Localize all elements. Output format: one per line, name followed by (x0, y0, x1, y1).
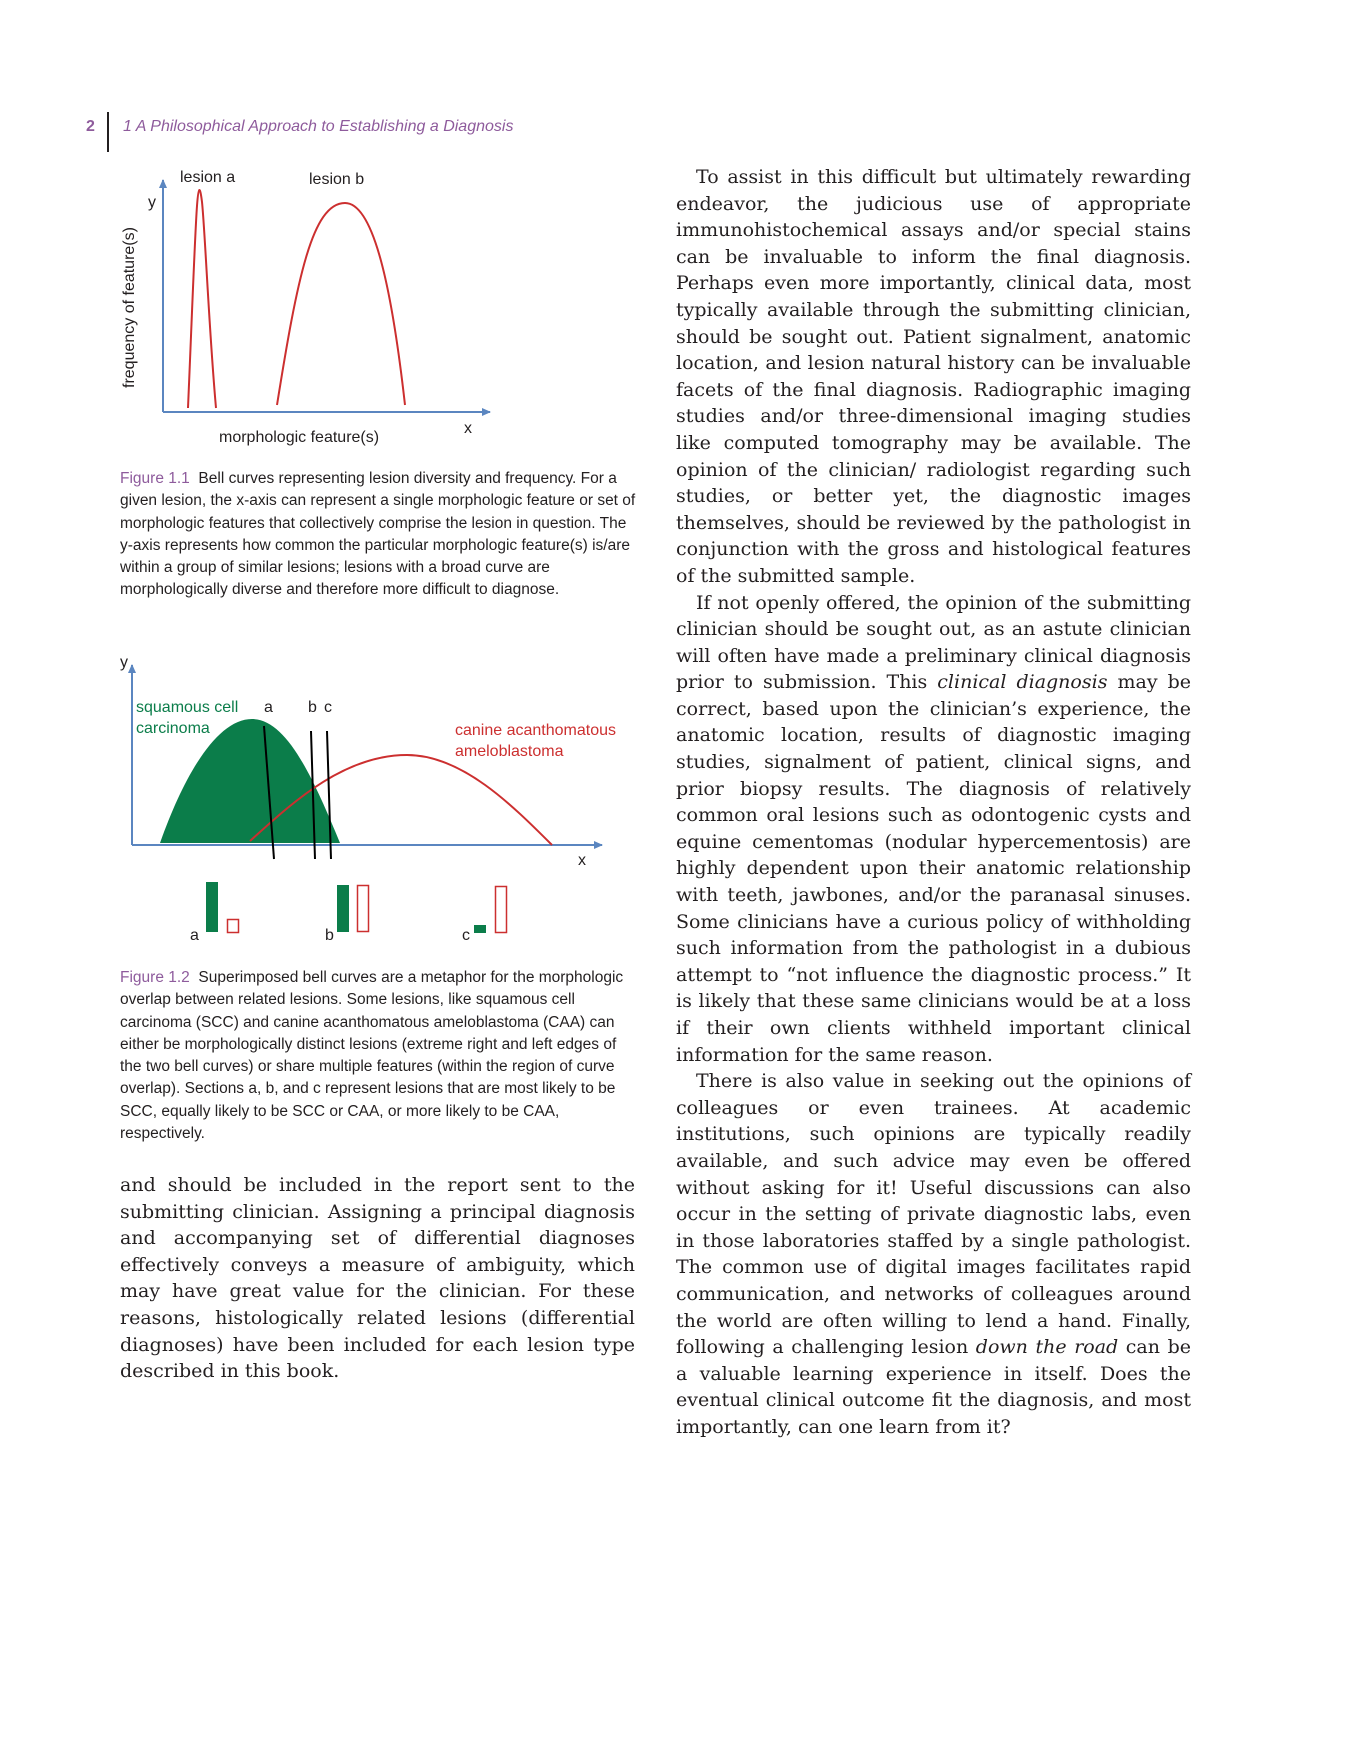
page-number: 2 (86, 118, 95, 135)
bar-a-caa (228, 920, 239, 933)
p2-emphasis: clinical diagnosis (937, 671, 1108, 694)
section-b-label: b (308, 699, 317, 716)
figure-1-2-label: Figure 1.2 (120, 969, 190, 986)
section-c-label: c (324, 699, 332, 716)
p3-emphasis: down the road (975, 1336, 1119, 1359)
x-axis-label: morphologic feature(s) (219, 429, 380, 446)
scc-label-line2: carcinoma (136, 720, 210, 737)
y-axis-label: frequency of feature(s) (121, 227, 138, 388)
bar-b-label: b (325, 927, 334, 944)
fig2-y-axis-letter: y (120, 655, 128, 671)
figure-1-1 (112, 160, 502, 450)
y-axis-letter: y (148, 194, 156, 211)
figure-1-2-caption (120, 967, 640, 1145)
p2-text-start: If not openly offered, the opinion of the submitting clinician should be sought out, as an astute clinician will often have made a preliminary clinical diagnosis prior to submission. This (676, 591, 1191, 694)
p3-text-end: can be a valuable learning experience in itself. Does the eventual clinical outcome fit the diagnosis, and most importantly, can one learn from it? (676, 1336, 1191, 1438)
bar-b-caa (358, 886, 369, 932)
x-axis-letter: x (464, 420, 472, 437)
lesion-b-label: lesion b (309, 171, 365, 188)
caa-label-line1: canine acanthomatous (455, 722, 616, 739)
left-paragraph-1: and should be included in the report sent to the submitting clinician. Assigning a principal diagnosis and accompanying set of differential diagnoses effectively conveys a measure of ambiguity, which may have great value for the clinician. For these reasons, histologically related lesions (differential diagnoses) have been included for each lesion type described in this book. (120, 1174, 635, 1383)
p2-text-end: may be correct, based upon the clinician’s experience, the anatomic location, results of diagnostic imaging studies, signalment of patient, clinical signs, and prior biopsy results. The diagnosis of relatively common oral lesions such as odontogenic cysts and equine cementomas (nodular hypercementosis) are highly dependent upon their anatomic relationship with teeth, jawbones, and/or the paranasal sinuses. Some clinicians have a curious policy of withholding such information from the pathologist in a dubious attempt to “not influence the diagnostic process.” It is likely that these same clinicians would be at a loss if their own clients withheld important clinical information for the same reason. (676, 671, 1191, 1066)
figure-1-1-label: Figure 1.1 (120, 470, 190, 487)
header-divider (107, 112, 109, 152)
chapter-title: 1 A Philosophical Approach to Establishing a Diagnosis (123, 118, 514, 135)
bar-a-label: a (190, 927, 199, 944)
bar-b-scc (337, 885, 349, 932)
right-column (676, 164, 1191, 1441)
fig2-x-axis-letter: x (578, 852, 586, 869)
figure-1-2-caption-text: Superimposed bell curves are a metaphor for the morphologic overlap between related lesions. Some lesions, like squamous cell carcinoma (SCC) and canine acanthomatous ameloblastoma (CAA) can either be morphologically distinct lesions (extreme right and left edges of the two bell curves) or share multiple features (within the region of curve overlap). Sections a, b, and c represent lesions that are most likely to be SCC, equally likely to be SCC or CAA, or more likely to be CAA, respectively. (120, 969, 624, 1143)
right-paragraph-3 (676, 1068, 1191, 1440)
figure-1-1-caption-text: Bell curves representing lesion diversity and frequency. For a given lesion, the x-axis can represent a single morphologic feature or set of morphologic features that collectively comprise the lesion in question. The y-axis represents how common the particular morphologic feature(s) is/are within a group of similar lesions; lesions with a broad curve are morphologically diverse and therefore more difficult to diagnose. (120, 470, 636, 599)
left-column (120, 1172, 635, 1385)
lesion-b-curve (277, 203, 405, 405)
bar-c-label: c (462, 927, 470, 944)
section-a-label: a (264, 699, 273, 716)
p3-text-start: There is also value in seeking out the opinions of colleagues or even trainees. At academic institutions, such opinions are typically readily available, and such advice may even be offered without asking for it! Useful discussions can also occur in the setting of private diagnostic labs, even in those laboratories staffed by a single pathologist. The common use of digital images facilitates rapid communication, and networks of colleagues around the world are often willing to lend a hand. Finally, following a challenging lesion (676, 1070, 1191, 1359)
bar-c-caa (496, 887, 507, 933)
right-paragraph-1: To assist in this difficult but ultimately rewarding endeavor, the judicious use of appropriate immunohistochemical assays and/or special stains can be invaluable to inform the final diagnosis. Perhaps even more importantly, clinical data, most typically available through the submitting clinician, should be sought out. Patient signalment, anatomic location, and lesion natural history can be invaluable facets of the final diagnosis. Radiographic imaging studies and/or three-dimensional imaging studies like computed tomography may be available. The opinion of the clinician/ radiologist regarding such studies, or better yet, the diagnostic images themselves, should be reviewed by the pathologist in conjunction with the gross and histological features of the submitted sample. (676, 166, 1191, 587)
lesion-a-curve (188, 190, 216, 408)
figure-1-1-caption (120, 468, 640, 602)
bar-c-scc (474, 925, 486, 933)
lesion-a-label: lesion a (180, 169, 236, 186)
figure-1-2 (112, 655, 642, 955)
scc-label-line1: squamous cell (136, 699, 239, 716)
bar-a-scc (206, 882, 218, 932)
caa-label-line2: ameloblastoma (455, 743, 564, 760)
right-paragraph-2 (676, 590, 1191, 1069)
